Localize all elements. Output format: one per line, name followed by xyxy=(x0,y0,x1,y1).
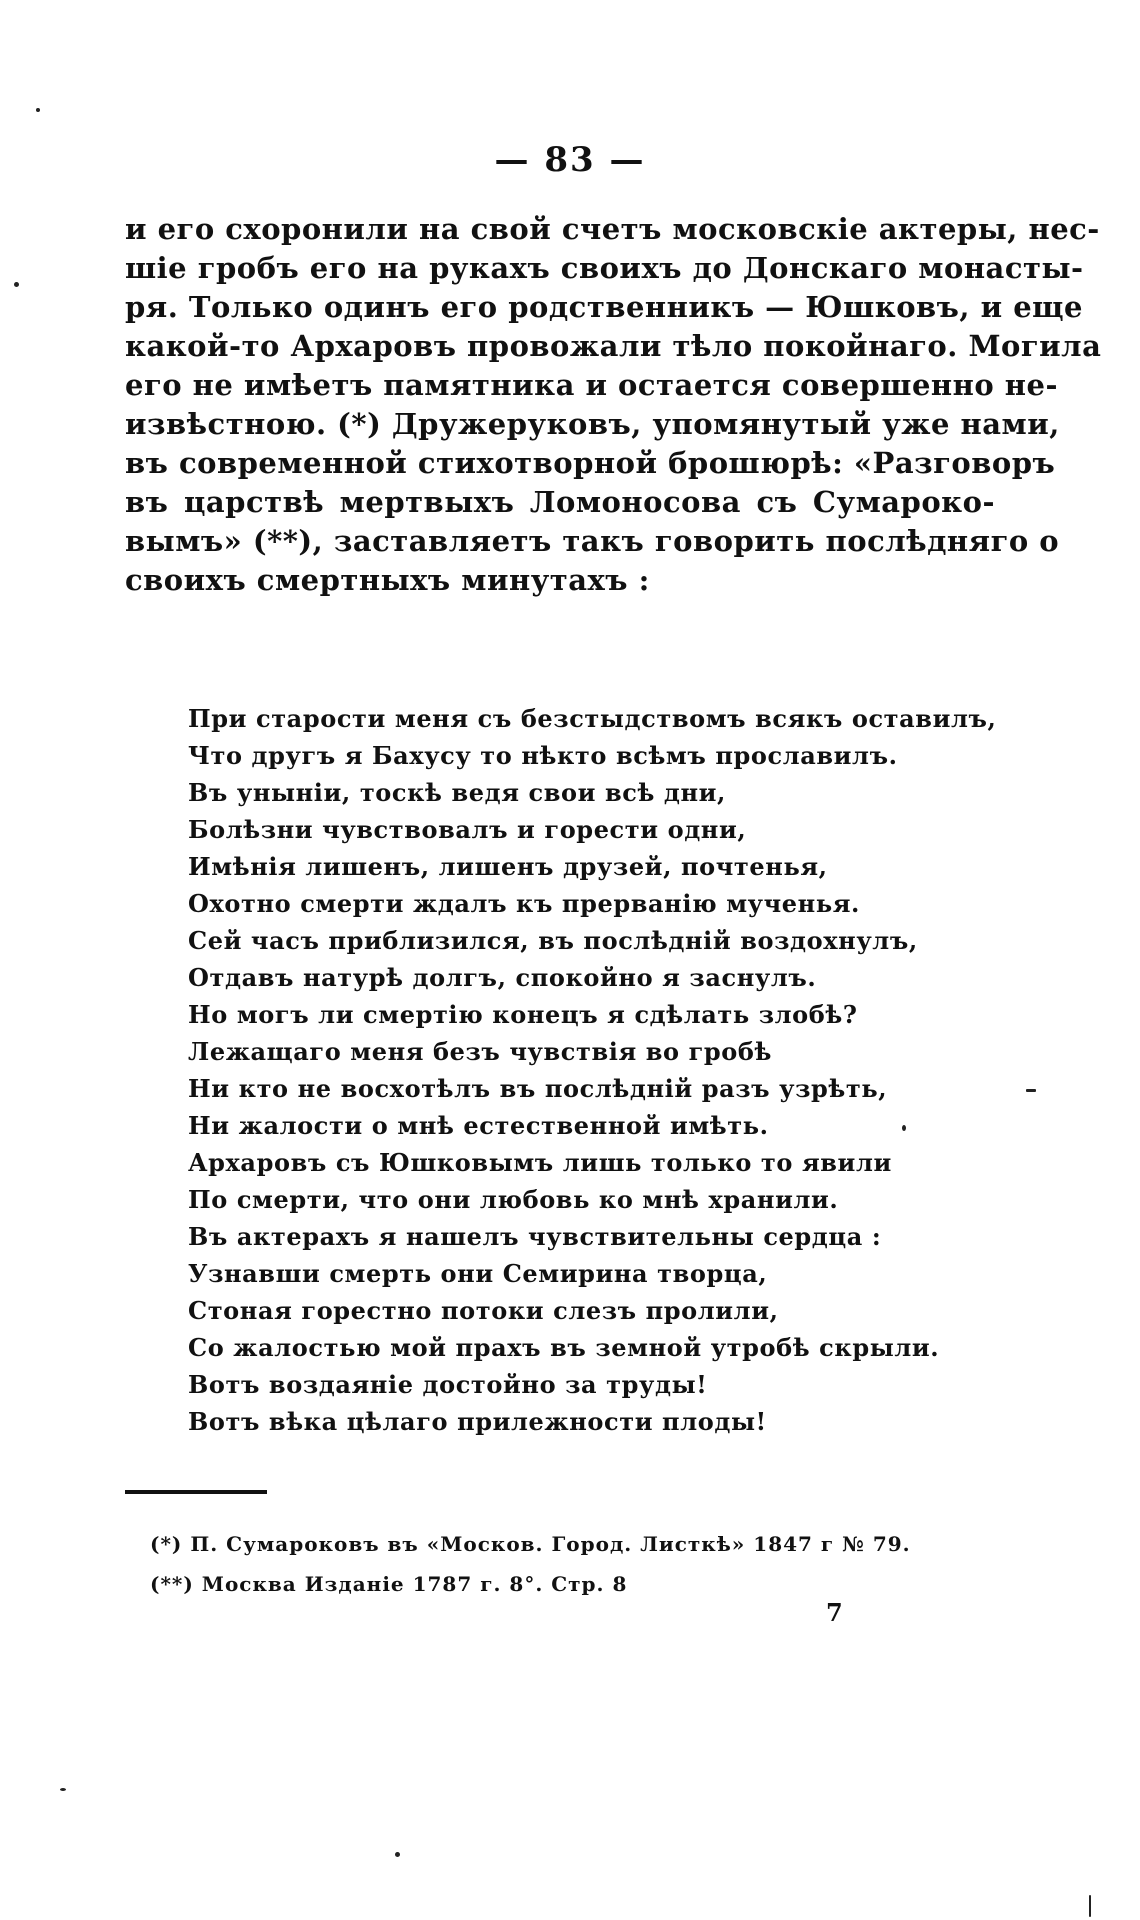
scan-speck xyxy=(1089,1895,1091,1917)
body-line: въ современной стихотворной брошюрѣ: «Разговоръ xyxy=(125,446,1056,480)
scan-speck xyxy=(36,108,40,112)
poem-line: Вотъ воздаяніе достойно за труды! xyxy=(188,1370,708,1399)
scan-speck xyxy=(60,1788,66,1791)
body-line: своихъ смертныхъ минутахъ : xyxy=(125,563,650,597)
poem-line: Ни кто не восхотѣлъ въ послѣдній разъ узрѣть, xyxy=(188,1074,888,1103)
scan-speck xyxy=(902,1125,906,1131)
poem-line: Со жалостью мой прахъ въ земной утробѣ скрыли. xyxy=(188,1333,940,1362)
body-line: его не имѣетъ памятника и остается совершенно не- xyxy=(125,368,1059,402)
footnote: (**) Москва Изданіе 1787 г. 8°. Стр. 8 xyxy=(150,1572,628,1596)
poem-line: Въ актерахъ я нашелъ чувствительны сердца : xyxy=(188,1222,882,1251)
poem-line: Но могъ ли смертію конецъ я сдѣлать злобѣ? xyxy=(188,1000,858,1029)
body-line: въ царствѣ мертвыхъ Ломоносова съ Сумароко- xyxy=(125,485,995,519)
poem-line: Что другъ я Бахусу то нѣкто всѣмъ прославилъ. xyxy=(188,741,898,770)
scan-speck xyxy=(395,1852,400,1857)
body-line: и его схоронили на свой счетъ московскіе актеры, нес- xyxy=(125,212,1100,246)
body-line: вымъ» (**), заставляетъ такъ говорить послѣдняго о xyxy=(125,524,1060,558)
poem-line: Лежащаго меня безъ чувствія во гробѣ xyxy=(188,1037,772,1066)
poem-line: Охотно смерти ждалъ къ прерванію мученья. xyxy=(188,889,860,918)
signature-mark: 7 xyxy=(826,1598,843,1627)
poem-line: Стоная горестно потоки слезъ пролили, xyxy=(188,1296,779,1325)
poem xyxy=(188,700,997,1440)
scan-speck xyxy=(1026,1089,1036,1092)
body-line: шіе гробъ его на рукахъ своихъ до Донскаго монасты- xyxy=(125,251,1084,285)
poem-line: Узнавши смерть они Семирина творца, xyxy=(188,1259,768,1288)
body-line: извѣстною. (*) Дружеруковъ, упомянутый уже нами, xyxy=(125,407,1060,441)
poem-line: Сей часъ приблизился, въ послѣдній воздохнулъ, xyxy=(188,926,918,955)
poem-line: Имѣнія лишенъ, лишенъ друзей, почтенья, xyxy=(188,852,828,881)
body-text xyxy=(125,210,1102,600)
poem-line: Въ уныніи, тоскѣ ведя свои всѣ дни, xyxy=(188,778,727,807)
footnote: (*) П. Сумароковъ въ «Москов. Город. Листкѣ» 1847 г № 79. xyxy=(150,1532,911,1556)
scan-speck xyxy=(14,282,19,287)
footnotes xyxy=(150,1524,980,1604)
footnote-rule xyxy=(125,1490,267,1494)
body-line: какой-то Архаровъ провожали тѣло покойнаго. Могила xyxy=(125,329,1102,363)
poem-line: Ни жалости о мнѣ естественной имѣть. xyxy=(188,1111,769,1140)
poem-line: Архаровъ съ Юшковымъ лишь только то явили xyxy=(188,1148,892,1177)
poem-line: Вотъ вѣка цѣлаго прилежности плоды! xyxy=(188,1407,767,1436)
page-number: — 83 — xyxy=(494,140,646,180)
poem-line: Отдавъ натурѣ долгъ, спокойно я заснулъ. xyxy=(188,963,817,992)
poem-line: Болѣзни чувствовалъ и горести одни, xyxy=(188,815,747,844)
poem-line: При старости меня съ безстыдствомъ всякъ оставилъ, xyxy=(188,704,997,733)
poem-line: По смерти, что они любовь ко мнѣ хранили. xyxy=(188,1185,839,1214)
body-line: ря. Только одинъ его родственникъ — Юшковъ, и еще xyxy=(125,290,1084,324)
